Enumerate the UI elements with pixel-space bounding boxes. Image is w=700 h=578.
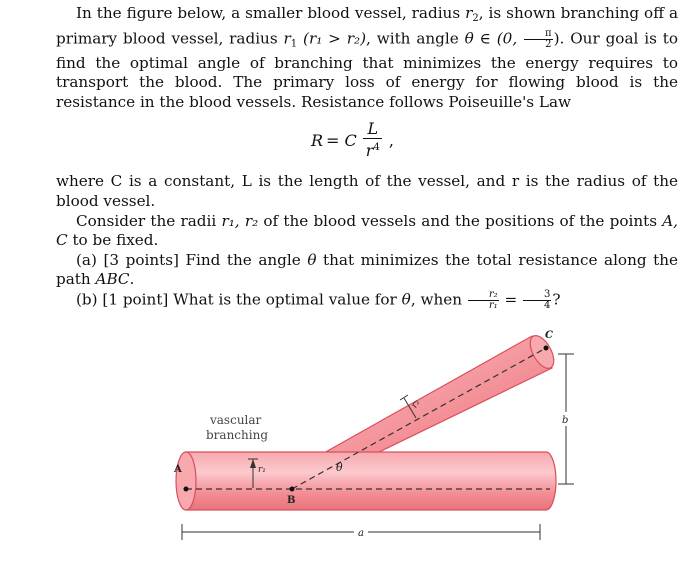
part-b-equals: = (499, 290, 523, 309)
intro-paragraph (56, 4, 678, 112)
part-b-end: ? (552, 290, 561, 309)
poiseuille-formula (56, 112, 678, 172)
r1-condition: (r₁ > r₂) (303, 29, 367, 48)
part-b (56, 290, 678, 311)
formula-r: r (365, 141, 374, 161)
point-B-dot (290, 487, 295, 492)
part-a-text-1: (a) [3 points] Find the angle (76, 250, 308, 269)
consider-text-1: Consider the radii (76, 211, 222, 230)
consider-text-2: of the blood vessels and the positions of the points (258, 211, 663, 230)
point-B-label: B (287, 495, 296, 506)
intro-text-4: . Our goal is to find the optimal angle of branching that minimizes the energy requires to transport the blood. The primary loss of energy for flowing blood is the resistance in the blood vessels. Resistance follows Poiseuille's Law (56, 29, 678, 111)
point-C-label: C (545, 330, 553, 341)
r2-subscript: 2 (472, 13, 479, 24)
vascular-branching-figure (160, 318, 590, 568)
point-A-dot (184, 487, 189, 492)
problem-statement (56, 4, 678, 311)
dimension-a-label: a (358, 528, 364, 539)
r1-label: r₁ (258, 465, 266, 475)
r2-label: r₂ (409, 398, 423, 410)
part-b-text-1: (b) [1 point] What is the optimal value for (76, 290, 402, 309)
point-A-label: A (174, 464, 182, 475)
main-vessel (186, 452, 556, 510)
theta-range-left: θ ∈ (0, (464, 29, 524, 48)
consider-paragraph (56, 212, 678, 251)
ratio-numerator: r₂ (468, 290, 499, 301)
main-vessel-start (176, 452, 196, 510)
intro-text-3: , with angle (366, 29, 465, 48)
theta-label: θ (336, 461, 343, 474)
part-a-text-2: that minimizes the total resistance along the path (56, 250, 679, 289)
theta-range-right: ) (553, 29, 560, 48)
pi-numerator: π (524, 29, 553, 40)
formula-comma: , (388, 130, 394, 150)
formula-exponent: 4 (373, 142, 380, 154)
points-AC: A, C (56, 211, 679, 250)
consider-text-3: to be fixed. (67, 231, 159, 250)
two-denominator: 2 (545, 38, 552, 50)
r1-subscript: 1 (290, 38, 298, 50)
fraction-three: 3 (523, 290, 551, 301)
formula-fraction (362, 120, 384, 160)
branching-label: branching (206, 428, 268, 442)
ratio-denominator: r₁ (488, 300, 498, 312)
r1-symbol: r (283, 29, 291, 48)
formula-R: R (311, 130, 324, 150)
part-b-text-2: , when (410, 290, 467, 309)
part-a-path: ABC (95, 270, 130, 289)
r2-symbol: r (465, 4, 473, 22)
r2-over-r1 (468, 290, 499, 311)
where-line: where C is a constant, L is the length of the vessel, and r is the radius of the blood vessel. (56, 172, 678, 211)
formula-equals-C: = C (326, 130, 357, 150)
intro-text-2: , is shown branching off a primary blood vessel, radius (56, 4, 679, 48)
dimension-b-label: b (562, 415, 569, 426)
pi-over-two (524, 29, 553, 50)
intro-text-1: In the figure below, a smaller blood vessel, radius (76, 4, 466, 22)
part-b-theta: θ (401, 290, 411, 309)
point-C-dot (544, 346, 549, 351)
three-quarters (523, 290, 551, 311)
formula-L: L (363, 120, 382, 139)
part-a-end: . (129, 270, 135, 289)
radii-pair: r₁, r₂ (221, 211, 259, 230)
fraction-four: 4 (544, 300, 551, 312)
part-a-theta: θ (307, 250, 317, 269)
part-a (56, 251, 678, 290)
vascular-label: vascular (210, 413, 262, 427)
